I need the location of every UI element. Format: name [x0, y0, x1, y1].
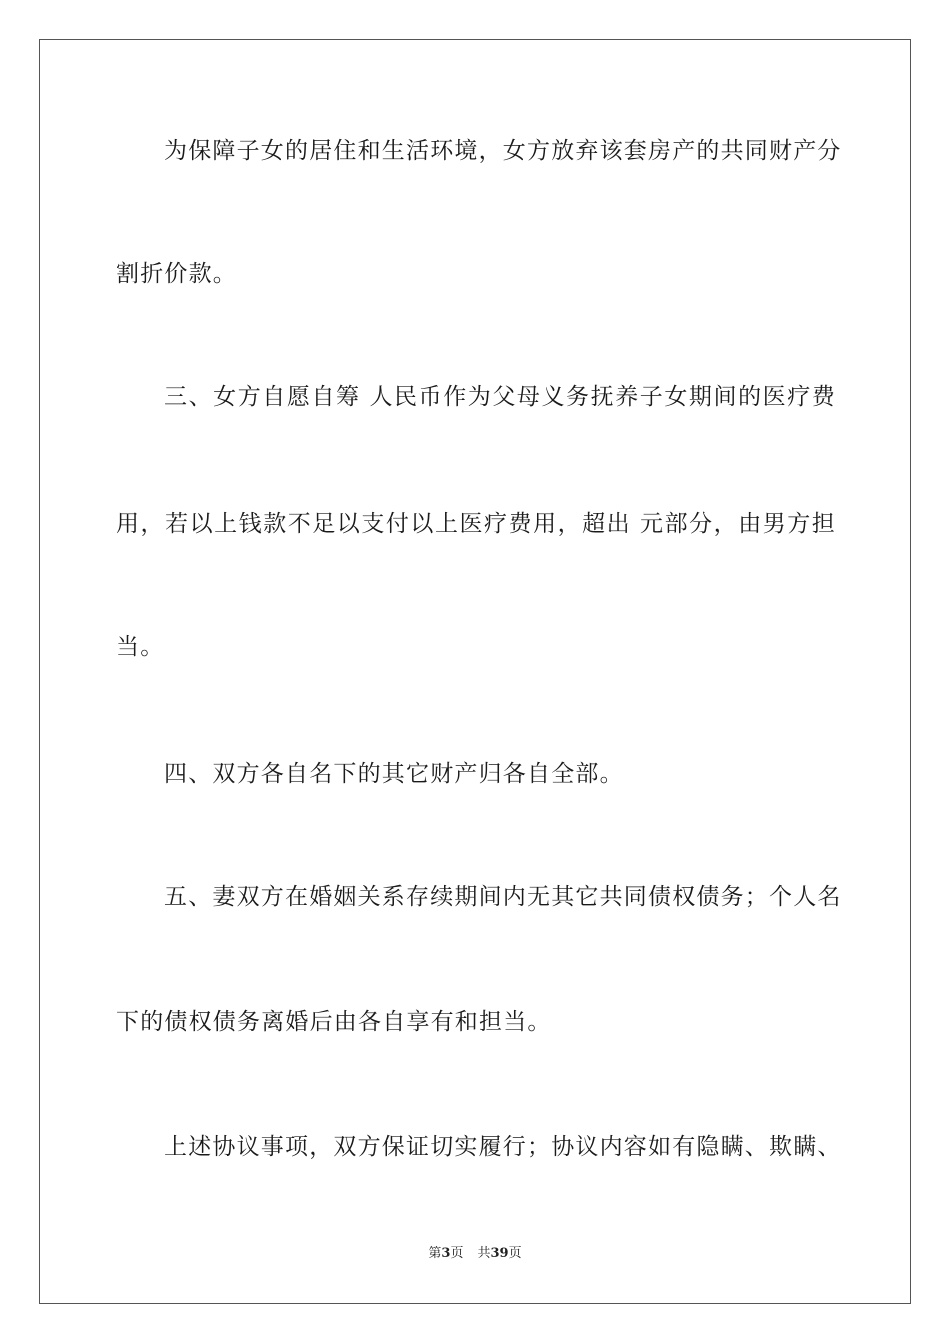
total-suffix: 页 [508, 1246, 522, 1261]
paragraph-line-1: 为保障子女的居住和生活环境，女方放弃该套房产的共同财产分 [164, 138, 842, 164]
paragraph-line-7: 五、妻双方在婚姻关系存续期间内无其它共同债权债务；个人名 [164, 884, 842, 910]
page-suffix: 页 [450, 1246, 464, 1261]
paragraph-line-9: 上述协议事项，双方保证切实履行；协议内容如有隐瞒、欺瞒、 [164, 1134, 842, 1160]
paragraph-line-3: 三、女方自愿自筹 人民币作为父母义务抚养子女期间的医疗费 [164, 384, 836, 410]
paragraph-line-5: 当。 [116, 634, 165, 660]
paragraph-line-2: 割折价款。 [116, 261, 237, 287]
page-prefix: 第 [428, 1246, 442, 1261]
paragraph-line-6: 四、双方各自名下的其它财产归各自全部。 [164, 761, 624, 787]
total-prefix: 共 [477, 1246, 491, 1261]
page-footer [0, 1245, 950, 1263]
total-page-count: 39 [490, 1246, 509, 1261]
paragraph-line-8: 下的债权债务离婚后由各自享有和担当。 [116, 1009, 552, 1035]
paragraph-line-4: 用，若以上钱款不足以支付以上医疗费用，超出 元部分，由男方担 [116, 511, 836, 537]
current-page-number: 3 [441, 1246, 451, 1261]
page-border [39, 39, 911, 1304]
